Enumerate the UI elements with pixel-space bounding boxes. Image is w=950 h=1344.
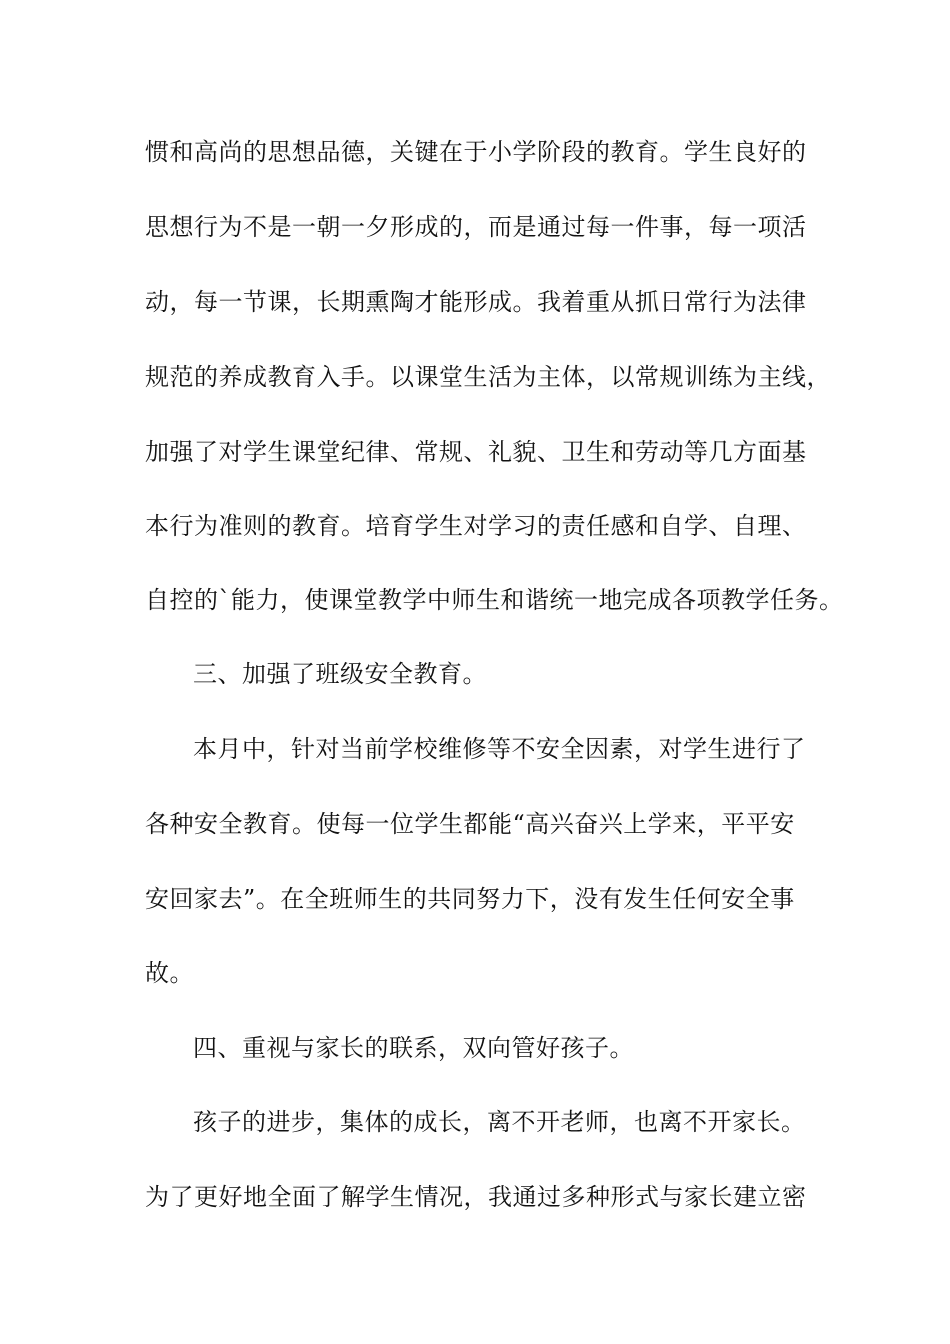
paragraph-line: 安回家去”。在全班师生的共同努力下，没有发生任何安全事 [145, 885, 795, 913]
paragraph-line: 加强了对学生课堂纪律、常规、礼貌、卫生和劳动等几方面基 [145, 438, 807, 466]
paragraph-line: 故。 [145, 959, 194, 987]
paragraph-line: 孩子的进步，集体的成长，离不开老师，也离不开家长。 [193, 1108, 806, 1136]
paragraph-line: 规范的养成教育入手。以课堂生活为主体，以常规训练为主线， [145, 363, 831, 391]
paragraph-line: 本行为准则的教育。培育学生对学习的责任感和自学、自理、 [145, 512, 807, 540]
paragraph-line: 为了更好地全面了解学生情况，我通过多种形式与家长建立密 [145, 1183, 807, 1211]
paragraph-line: 动，每一节课，长期熏陶才能形成。我着重从抓日常行为法律 [145, 288, 807, 316]
paragraph-line: 各种安全教育。使每一位学生都能“高兴奋兴上学来，平平安 [145, 810, 795, 838]
paragraph-line: 惯和高尚的思想品德，关键在于小学阶段的教育。学生良好的 [145, 138, 807, 166]
paragraph-line: 本月中，针对当前学校维修等不安全因素，对学生进行了 [193, 735, 806, 763]
section-heading: 四、重视与家长的联系，双向管好孩子。 [193, 1034, 634, 1062]
paragraph-line: 自控的`能力，使课堂教学中师生和谐统一地完成各项教学任务。 [145, 586, 844, 614]
section-heading: 三、加强了班级安全教育。 [193, 660, 487, 688]
paragraph-line: 思想行为不是一朝一夕形成的，而是通过每一件事，每一项活 [145, 213, 807, 241]
